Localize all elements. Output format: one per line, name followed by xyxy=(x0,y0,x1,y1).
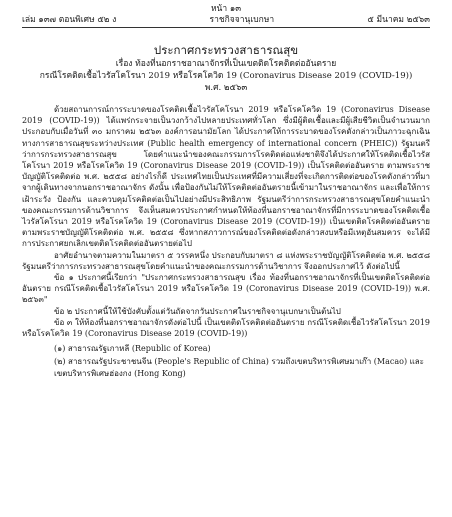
gazette-name: ราชกิจจานุเบกษา xyxy=(209,15,275,25)
page-number: หน้า ๑๓ xyxy=(210,4,242,14)
list-item: (๑) สาธารณรัฐเกาหลี (Republic of Korea) xyxy=(54,344,211,354)
infected-area-list xyxy=(22,343,430,379)
announcement-title: ประกาศกระทรวงสาธารณสุข xyxy=(153,43,299,57)
preamble-paragraph: ด้วยสถานการณ์การระบาดของโรคติดเชื้อไวรัสโคโรนา 2019 หรือโรคโควิด 19 (Coronavirus Disease 2019 (COVID-19)) ได้แพร่กระจายเป็นวงกว้างไปหลายประเทศทั่วโลก ซึ่งมีผู้ติดเชื้อและมีผู้เสียชีวิตเป็นจำนวนมาก ประกอบกับเมื่อวันที่ ๓๐ มกราคม ๒๕๖๓ องค์การอนามัยโลก ได้ประกาศให้การระบาดของโรคดังกล่าวเป็นภาวะฉุกเฉินทางการสาธารณสุขระหว่างประเทศ (Public health emergency of international concern (PHEIC)) รัฐมนตรีว่าการกระทรวงสาธารณสุข โดยคำแนะนำของคณะกรรมการโรคติดต่อแห่งชาติจึงได้ประกาศให้โรคติดเชื้อไวรัสโคโรนา 2019 หรือโรคโควิด 19 (Coronavirus Disease 2019 (COVID-19)) เป็นโรคติดต่ออันตราย ตามพระราชบัญญัติโรคติดต่อ พ.ศ. ๒๕๕๘ อย่างไรก็ดี ประเทศไทยเป็นประเทศที่มีความเสี่ยงที่จะเกิดการติดต่อของโรคดังกล่าวที่มาจากผู้เดินทางจากนอกราชอาณาจักร ดังนั้น เพื่อป้องกันไม่ให้โรคติดต่ออันตรายนี้เข้ามาในราชอาณาจักร และเพื่อให้การเฝ้าระวัง ป้องกัน และควบคุมโรคติดต่อเป็นไปอย่างมีประสิทธิภาพ รัฐมนตรีว่าการกระทรวงสาธารณสุขโดยคำแนะนำของคณะกรรมการด้านวิชาการ จึงเห็นสมควรประกาศกำหนดให้ท้องที่นอกราชอาณาจักรที่มีการระบาดของโรคติดเชื้อไวรัสโคโรนา 2019 หรือโรคโควิด 19 (Coronavirus Disease 2019 (COVID-19)) เป็นเขตติดโรคติดต่ออันตราย ตามพระราชบัญญัติโรคติดต่อ พ.ศ. ๒๕๕๘ ซึ่งหากสภาวการณ์ของโรคติดต่อดังกล่าวสงบหรือมีเหตุอันสมควร จะได้มีการประกาศยกเลิกเขตติดโรคติดต่ออันตรายต่อไป xyxy=(22,105,430,249)
list-item: (๒) สาธารณรัฐประชาชนจีน (People's Republic of China) รวมถึงเขตบริหารพิเศษมาเก๊า (Macao) และเขตบริหารพิเศษฮ่องกง (Hong Kong) xyxy=(54,357,424,378)
clause-2: ข้อ ๒ ประกาศนี้ให้ใช้บังคับตั้งแต่วันถัดจากวันประกาศในราชกิจจานุเบกษาเป็นต้นไป xyxy=(54,306,341,316)
announcement-subject: เรื่อง ท้องที่นอกราชอาณาจักรที่เป็นเขตติดโรคติดต่ออันตราย xyxy=(115,59,337,69)
authority-paragraph: อาศัยอำนาจตามความในมาตรา ๕ วรรคหนึ่ง ประกอบกับมาตรา ๘ แห่งพระราชบัญญัติโรคติดต่อ พ.ศ. ๒๕๕๘ รัฐมนตรีว่าการกระทรวงสาธารณสุขโดยคำแนะนำของคณะกรรมการด้านวิชาการ จึงออกประกาศไว้ ดังต่อไปนี้ xyxy=(22,250,430,271)
gazette-header xyxy=(22,15,430,28)
announcement-subject-detail: กรณีโรคติดเชื้อไวรัสโคโรนา 2019 หรือโรคโควิด 19 (Coronavirus Disease 2019 (COVID-19)) xyxy=(39,71,413,81)
publication-date: ๕ มีนาคม ๒๕๖๓ xyxy=(367,15,430,25)
clause-3: ข้อ ๓ ให้ท้องที่นอกราชอาณาจักรดังต่อไปนี้ เป็นเขตติดโรคติดต่ออันตราย กรณีโรคติดเชื้อไวรัสโคโรนา 2019 หรือโรคโควิด 19 (Coronavirus Disease 2019 (COVID-19)) xyxy=(22,317,430,339)
volume-issue: เล่ม ๑๓๗ ตอนพิเศษ ๕๒ ง xyxy=(22,15,117,25)
clause-1: ข้อ ๑ ประกาศนี้เรียกว่า "ประกาศกระทรวงสาธารณสุข เรื่อง ท้องที่นอกราชอาณาจักรที่เป็นเขตติดโรคติดต่ออันตราย กรณีโรคติดเชื้อไวรัสโคโรนา 2019 หรือโรคโควิด 19 (Coronavirus Disease 2019 (COVID-19)) พ.ศ. ๒๕๖๓" xyxy=(22,273,430,305)
announcement-year: พ.ศ. ๒๕๖๓ xyxy=(204,83,248,93)
